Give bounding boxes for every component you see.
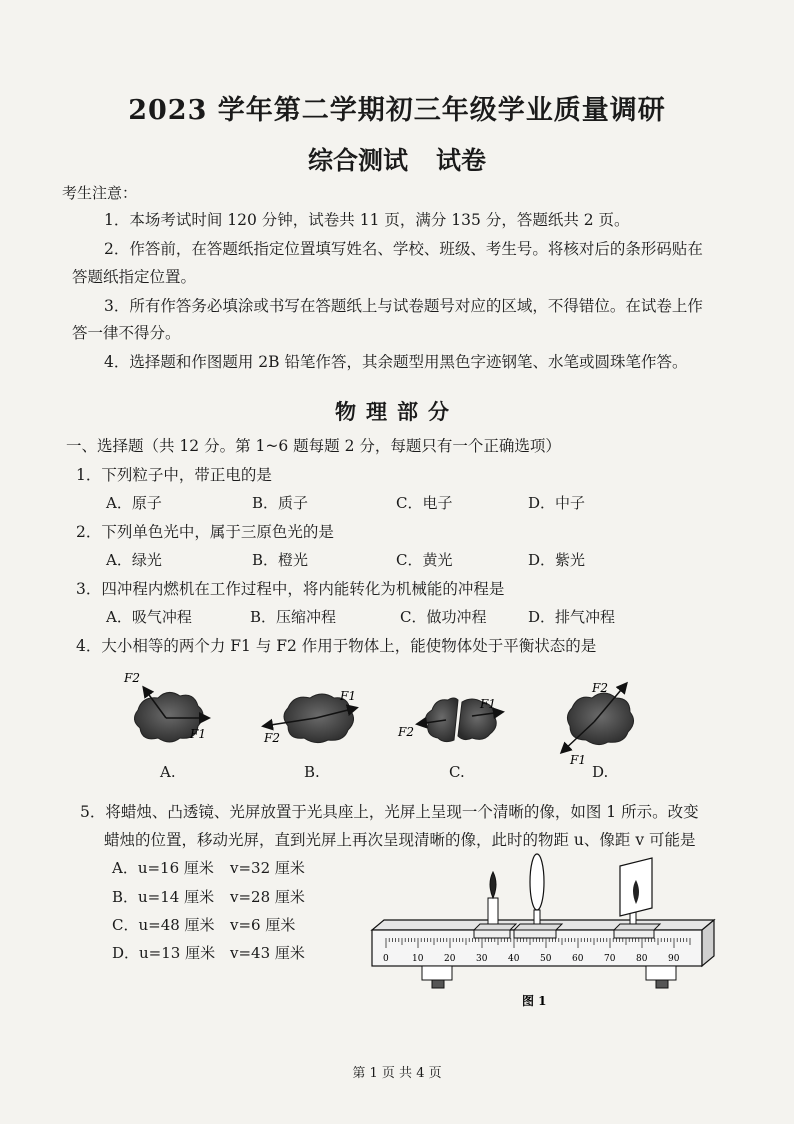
page-footer: 第 1 页 共 4 页: [352, 1066, 442, 1081]
q4-force-diagrams: [100, 668, 700, 768]
force-label-f2-c: F2: [398, 725, 414, 739]
diagram-b: [263, 689, 356, 745]
ruler-tick-label: 30: [476, 954, 488, 964]
q5-option-d-v: v=43 厘米: [230, 944, 305, 962]
force-label-f1-b: F1: [340, 689, 356, 703]
note-3-line-2: 答一律不得分。: [72, 324, 181, 342]
q1-option-a: A．原子: [106, 494, 162, 512]
question-5-stem-line-2: 蜡烛的位置，移动光屏，直到光屏上再次呈现清晰的像，此时的物距 u、像距 v 可能是: [104, 831, 696, 849]
note-1: 1．本场考试时间 120 分钟，试卷共 11 页，满分 135 分，答题纸共 2 页。: [104, 211, 630, 229]
part-heading: 一、选择题（共 12 分。第 1~6 题每题 2 分，每题只有一个正确选项）: [66, 437, 561, 455]
force-label-f1-a: F1: [190, 727, 206, 741]
ruler-tick-label: 90: [668, 954, 680, 964]
force-label-f1-d: F1: [570, 753, 586, 767]
note-4: 4．选择题和作图题用 2B 铅笔作答，其余题型用黑色字迹钢笔、水笔或圆珠笔作答。: [104, 353, 688, 371]
q4-caption-d: D.: [592, 763, 609, 781]
q5-option-c-u: C．u=48 厘米: [112, 916, 215, 934]
exam-title: 2023 学年第二学期初三年级学业质量调研: [128, 95, 666, 126]
q2-option-b: B．橙光: [252, 551, 309, 569]
question-4-stem: 4．大小相等的两个力 F1 与 F2 作用于物体上，能使物体处于平衡状态的是: [76, 637, 597, 655]
force-label-f1-c: F1: [480, 697, 496, 711]
note-3-line-1: 3．所有作答务必填涂或书写在答题纸上与试卷题号对应的区域，不得错位。在试卷上作: [104, 297, 703, 315]
q4-caption-c: C.: [449, 763, 465, 781]
q3-option-c: C．做功冲程: [400, 608, 487, 626]
ruler-tick-label: 20: [444, 954, 456, 964]
light-screen: [614, 858, 660, 938]
ruler-tick-label: 0: [383, 954, 389, 964]
ruler-tick-label: 50: [540, 954, 552, 964]
question-5-stem-line-1: 5．将蜡烛、凸透镜、光屏放置于光具座上，光屏上呈现一个清晰的像，如图 1 所示。改变: [80, 803, 699, 821]
ruler-tick-label: 80: [636, 954, 648, 964]
q3-option-d: D．排气冲程: [528, 608, 616, 626]
question-2-stem: 2．下列单色光中，属于三原色光的是: [76, 523, 334, 541]
section-title: 物理部分: [335, 399, 459, 424]
exam-subtitle: [0, 141, 794, 177]
q4-caption-a: A.: [160, 763, 176, 781]
ruler-tick-label: 60: [572, 954, 584, 964]
question-1-stem: 1．下列粒子中，带正电的是: [76, 466, 272, 484]
subtitle-part-a: 综合测试: [307, 146, 408, 175]
ruler-tick-label: 10: [412, 954, 424, 964]
note-2-line-2: 答题纸指定位置。: [72, 268, 197, 286]
figure-1-caption: 图 1: [522, 994, 547, 1008]
note-2-line-1: 2．作答前，在答题纸指定位置填写姓名、学校、班级、考生号。将核对后的条形码贴在: [104, 240, 703, 258]
q3-option-b: B．压缩冲程: [250, 608, 337, 626]
force-label-f2-a: F2: [124, 671, 140, 685]
diagram-d: [562, 681, 634, 767]
candle: [474, 872, 516, 938]
force-label-f2-b: F2: [264, 731, 280, 745]
q5-option-a-u: A．u=16 厘米: [112, 859, 214, 877]
q2-option-a: A．绿光: [106, 551, 162, 569]
subtitle-part-b: 试卷: [436, 146, 487, 175]
diagram-c: [397, 697, 502, 742]
q5-option-d-u: D．u=13 厘米: [112, 944, 216, 962]
q1-option-c: C．电子: [396, 494, 453, 512]
q5-option-c-v: v=6 厘米: [230, 916, 296, 934]
q1-option-b: B．质子: [252, 494, 309, 512]
ruler-tick-label: 40: [508, 954, 520, 964]
diagram-a: [123, 671, 208, 742]
q5-option-b-v: v=28 厘米: [230, 888, 305, 906]
q4-caption-b: B.: [304, 763, 320, 781]
ruler-tick-label: 70: [604, 954, 616, 964]
q5-option-a-v: v=32 厘米: [230, 859, 305, 877]
convex-lens: [514, 854, 562, 938]
question-3-stem: 3．四冲程内燃机在工作过程中，将内能转化为机械能的冲程是: [76, 580, 505, 598]
q2-option-d: D．紫光: [528, 551, 586, 569]
q5-option-b-u: B．u=14 厘米: [112, 888, 215, 906]
q2-option-c: C．黄光: [396, 551, 453, 569]
optical-bench-figure: [362, 830, 722, 1010]
q3-option-a: A．吸气冲程: [106, 608, 192, 626]
notice-heading: 考生注意：: [62, 184, 138, 202]
q1-option-d: D．中子: [528, 494, 586, 512]
force-label-f2-d: F2: [592, 681, 608, 695]
